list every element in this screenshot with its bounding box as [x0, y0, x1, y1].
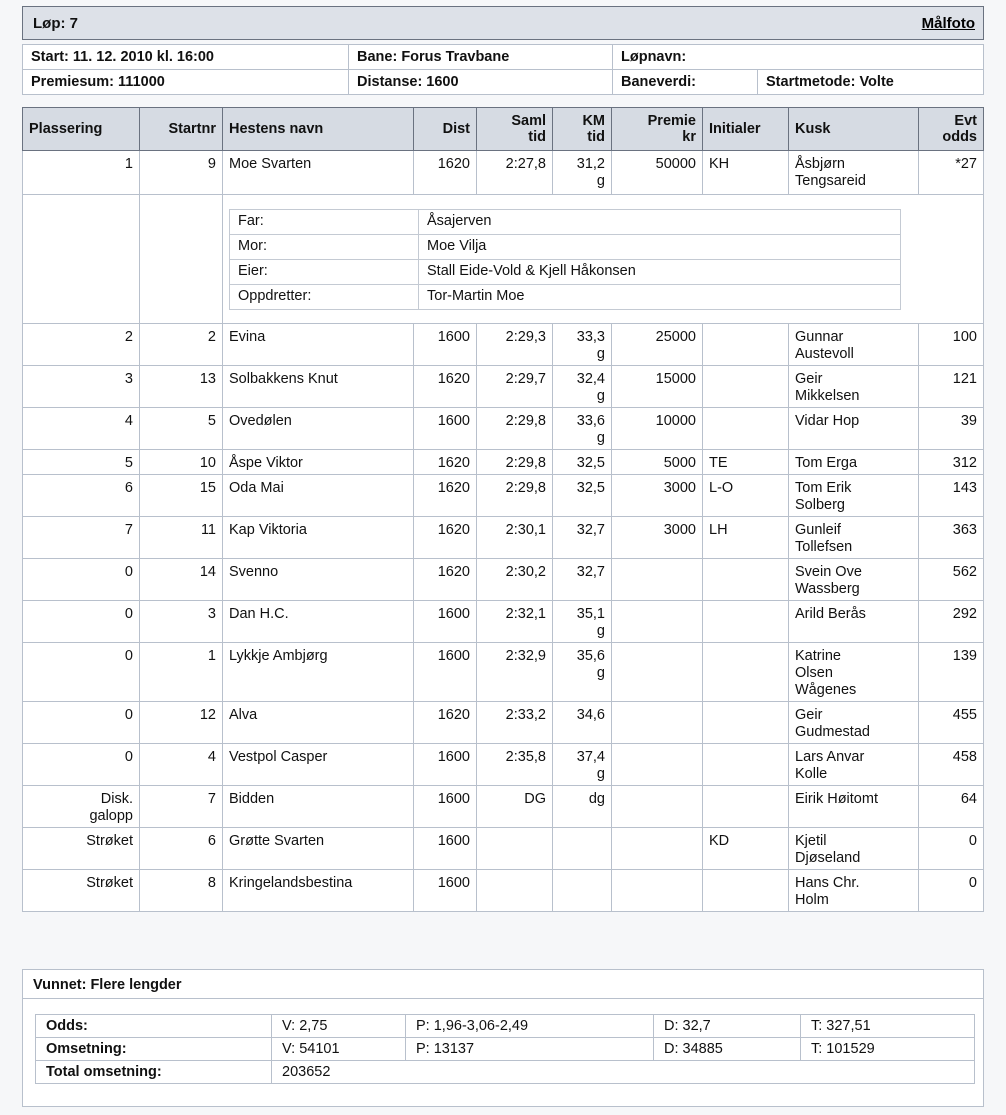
col-odds: Evt odds — [919, 108, 984, 151]
turnover-p: P: 13137 — [406, 1038, 654, 1061]
odds-d: D: 32,7 — [654, 1015, 801, 1038]
cell-horse: Solbakkens Knut — [223, 366, 414, 408]
sire-label: Far: — [230, 210, 419, 235]
cell-prize — [612, 601, 703, 643]
cell-time: 2:27,8 — [477, 151, 553, 195]
cell-odds: *27 — [919, 151, 984, 195]
cell-odds: 100 — [919, 324, 984, 366]
cell-km: 32,7 — [553, 559, 612, 601]
cell-horse: Svenno — [223, 559, 414, 601]
pedigree-row — [23, 195, 984, 324]
breeder-label: Oppdretter: — [230, 285, 419, 310]
col-startnr: Startnr — [140, 108, 223, 151]
cell-startnr: 3 — [140, 601, 223, 643]
cell-placing: 0 — [23, 643, 140, 702]
turnover-t: T: 101529 — [801, 1038, 975, 1061]
cell-placing: 0 — [23, 559, 140, 601]
cell-placing: 1 — [23, 151, 140, 195]
cell-dist: 1600 — [414, 324, 477, 366]
breeder-value: Tor-Martin Moe — [419, 285, 901, 310]
odds-label: Odds: — [36, 1015, 272, 1038]
cell-horse: Alva — [223, 702, 414, 744]
cell-startnr: 9 — [140, 151, 223, 195]
dam-label: Mor: — [230, 235, 419, 260]
cell-initials: KD — [703, 828, 789, 870]
cell-driver: Hans Chr. Holm — [789, 870, 919, 912]
cell-startnr: 4 — [140, 744, 223, 786]
cell-km: 37,4 g — [553, 744, 612, 786]
dam-value: Moe Vilja — [419, 235, 901, 260]
table-row — [23, 744, 984, 786]
race-title: Løp: 7 — [33, 15, 78, 32]
cell-driver: Gunnar Austevoll — [789, 324, 919, 366]
purse-info: Premiesum: 111000 — [23, 70, 349, 95]
cell-odds: 312 — [919, 450, 984, 475]
cell-placing: 0 — [23, 744, 140, 786]
cell-startnr: 14 — [140, 559, 223, 601]
cell-driver: Vidar Hop — [789, 408, 919, 450]
cell-driver: Eirik Høitomt — [789, 786, 919, 828]
cell-prize — [612, 702, 703, 744]
cell-dist: 1620 — [414, 450, 477, 475]
cell-driver: Geir Gudmestad — [789, 702, 919, 744]
cell-driver: Tom Erik Solberg — [789, 475, 919, 517]
sire-value: Åsajerven — [419, 210, 901, 235]
cell-odds: 0 — [919, 870, 984, 912]
cell-initials: TE — [703, 450, 789, 475]
cell-km: 33,6 g — [553, 408, 612, 450]
cell-startnr: 6 — [140, 828, 223, 870]
table-row — [23, 828, 984, 870]
cell-odds: 39 — [919, 408, 984, 450]
cell-prize: 25000 — [612, 324, 703, 366]
cell-km: dg — [553, 786, 612, 828]
cell-driver: Arild Berås — [789, 601, 919, 643]
cell-initials — [703, 702, 789, 744]
table-row — [23, 450, 984, 475]
cell-startnr: 10 — [140, 450, 223, 475]
table-row — [23, 151, 984, 195]
cell-placing: 5 — [23, 450, 140, 475]
cell-driver: Åsbjørn Tengsareid — [789, 151, 919, 195]
col-km-time: KM tid — [553, 108, 612, 151]
table-row — [23, 324, 984, 366]
cell-dist: 1600 — [414, 643, 477, 702]
cell-prize: 3000 — [612, 475, 703, 517]
cell-startnr: 1 — [140, 643, 223, 702]
col-horse: Hestens navn — [223, 108, 414, 151]
cell-horse: Dan H.C. — [223, 601, 414, 643]
cell-placing: 0 — [23, 702, 140, 744]
cell-prize: 3000 — [612, 517, 703, 559]
race-header — [22, 6, 984, 40]
cell-horse: Moe Svarten — [223, 151, 414, 195]
won-by: Vunnet: Flere lengder — [33, 977, 182, 993]
cell-driver: Geir Mikkelsen — [789, 366, 919, 408]
cell-time: 2:32,1 — [477, 601, 553, 643]
cell-km: 31,2 g — [553, 151, 612, 195]
cell-horse: Bidden — [223, 786, 414, 828]
cell-dist: 1600 — [414, 786, 477, 828]
cell-horse: Grøtte Svarten — [223, 828, 414, 870]
race-name-info: Løpnavn: — [613, 45, 984, 70]
cell-initials — [703, 786, 789, 828]
cell-dist: 1600 — [414, 870, 477, 912]
cell-prize: 15000 — [612, 366, 703, 408]
turnover-label: Omsetning: — [36, 1038, 272, 1061]
cell-time: 2:29,8 — [477, 450, 553, 475]
cell-km: 35,1 g — [553, 601, 612, 643]
table-row — [23, 559, 984, 601]
cell-km: 34,6 — [553, 702, 612, 744]
cell-placing: 2 — [23, 324, 140, 366]
col-driver: Kusk — [789, 108, 919, 151]
cell-time: 2:33,2 — [477, 702, 553, 744]
cell-time: 2:29,7 — [477, 366, 553, 408]
cell-prize — [612, 828, 703, 870]
cell-initials: L-O — [703, 475, 789, 517]
table-row — [23, 366, 984, 408]
cell-km — [553, 828, 612, 870]
cell-horse: Vestpol Casper — [223, 744, 414, 786]
results-table — [22, 107, 984, 912]
cell-horse: Kap Viktoria — [223, 517, 414, 559]
cell-initials — [703, 366, 789, 408]
cell-prize — [612, 786, 703, 828]
cell-prize: 10000 — [612, 408, 703, 450]
cell-placing: 4 — [23, 408, 140, 450]
cell-startnr: 11 — [140, 517, 223, 559]
results-header-row — [23, 108, 984, 151]
cell-startnr: 7 — [140, 786, 223, 828]
cell-odds: 121 — [919, 366, 984, 408]
cell-time: 2:29,8 — [477, 475, 553, 517]
track-info: Bane: Forus Travbane — [349, 45, 613, 70]
cell-km: 32,7 — [553, 517, 612, 559]
odds-p: P: 1,96-3,06-2,49 — [406, 1015, 654, 1038]
odds-table — [35, 1014, 975, 1084]
cell-dist: 1600 — [414, 744, 477, 786]
cell-km: 32,5 — [553, 475, 612, 517]
cell-dist: 1600 — [414, 601, 477, 643]
cell-driver: Svein Ove Wassberg — [789, 559, 919, 601]
col-prize: Premie kr — [612, 108, 703, 151]
table-row — [23, 601, 984, 643]
cell-startnr: 2 — [140, 324, 223, 366]
table-row — [23, 517, 984, 559]
track-value-info: Baneverdi: — [613, 70, 758, 95]
table-row — [23, 643, 984, 702]
cell-dist: 1600 — [414, 828, 477, 870]
cell-km: 35,6 g — [553, 643, 612, 702]
col-dist: Dist — [414, 108, 477, 151]
cell-initials — [703, 744, 789, 786]
cell-time: 2:32,9 — [477, 643, 553, 702]
cell-horse: Kringelandsbestina — [223, 870, 414, 912]
cell-prize — [612, 870, 703, 912]
cell-initials — [703, 324, 789, 366]
cell-odds: 292 — [919, 601, 984, 643]
owner-value: Stall Eide-Vold & Kjell Håkonsen — [419, 260, 901, 285]
cell-km: 32,4 g — [553, 366, 612, 408]
total-turnover-label: Total omsetning: — [36, 1061, 272, 1084]
cell-initials — [703, 408, 789, 450]
cell-placing: Disk. galopp — [23, 786, 140, 828]
odds-v: V: 2,75 — [272, 1015, 406, 1038]
cell-placing: 7 — [23, 517, 140, 559]
cell-prize: 5000 — [612, 450, 703, 475]
cell-time: 2:29,8 — [477, 408, 553, 450]
cell-odds: 139 — [919, 643, 984, 702]
cell-dist: 1600 — [414, 408, 477, 450]
cell-initials: KH — [703, 151, 789, 195]
cell-placing: 0 — [23, 601, 140, 643]
cell-time — [477, 828, 553, 870]
turnover-v: V: 54101 — [272, 1038, 406, 1061]
table-row — [23, 870, 984, 912]
table-row — [23, 475, 984, 517]
cell-time — [477, 870, 553, 912]
cell-horse: Ovedølen — [223, 408, 414, 450]
cell-initials — [703, 559, 789, 601]
race-info-table — [22, 44, 984, 95]
cell-time: 2:29,3 — [477, 324, 553, 366]
cell-startnr: 15 — [140, 475, 223, 517]
cell-prize — [612, 559, 703, 601]
cell-prize — [612, 744, 703, 786]
cell-startnr: 12 — [140, 702, 223, 744]
cell-dist: 1620 — [414, 475, 477, 517]
turnover-d: D: 34885 — [654, 1038, 801, 1061]
col-placing: Plassering — [23, 108, 140, 151]
cell-odds: 143 — [919, 475, 984, 517]
cell-dist: 1620 — [414, 151, 477, 195]
cell-dist: 1620 — [414, 559, 477, 601]
cell-time: 2:30,2 — [477, 559, 553, 601]
start-method-info: Startmetode: Volte — [758, 70, 984, 95]
cell-initials — [703, 870, 789, 912]
cell-odds: 64 — [919, 786, 984, 828]
cell-horse: Lykkje Ambjørg — [223, 643, 414, 702]
cell-initials — [703, 601, 789, 643]
cell-odds: 363 — [919, 517, 984, 559]
photo-finish-link[interactable]: Målfoto — [921, 15, 975, 32]
cell-startnr: 8 — [140, 870, 223, 912]
cell-km — [553, 870, 612, 912]
pedigree-table — [229, 209, 901, 310]
cell-km: 33,3 g — [553, 324, 612, 366]
cell-initials: LH — [703, 517, 789, 559]
start-info: Start: 11. 12. 2010 kl. 16:00 — [23, 45, 349, 70]
table-row — [23, 702, 984, 744]
cell-horse: Evina — [223, 324, 414, 366]
table-row — [23, 408, 984, 450]
cell-placing: Strøket — [23, 870, 140, 912]
cell-prize — [612, 643, 703, 702]
cell-odds: 562 — [919, 559, 984, 601]
cell-driver: Kjetil Djøseland — [789, 828, 919, 870]
cell-initials — [703, 643, 789, 702]
cell-time: DG — [477, 786, 553, 828]
cell-time: 2:30,1 — [477, 517, 553, 559]
cell-driver: Lars Anvar Kolle — [789, 744, 919, 786]
table-row — [23, 786, 984, 828]
cell-dist: 1620 — [414, 366, 477, 408]
cell-startnr: 13 — [140, 366, 223, 408]
cell-odds: 455 — [919, 702, 984, 744]
cell-placing: Strøket — [23, 828, 140, 870]
col-initials: Initialer — [703, 108, 789, 151]
cell-driver: Katrine Olsen Wågenes — [789, 643, 919, 702]
cell-placing: 6 — [23, 475, 140, 517]
cell-prize: 50000 — [612, 151, 703, 195]
cell-dist: 1620 — [414, 517, 477, 559]
cell-km: 32,5 — [553, 450, 612, 475]
cell-horse: Åspe Viktor — [223, 450, 414, 475]
cell-startnr: 5 — [140, 408, 223, 450]
race-summary — [22, 969, 984, 1107]
total-turnover-value: 203652 — [272, 1061, 975, 1084]
cell-driver: Gunleif Tollefsen — [789, 517, 919, 559]
distance-info: Distanse: 1600 — [349, 70, 613, 95]
cell-odds: 458 — [919, 744, 984, 786]
cell-placing: 3 — [23, 366, 140, 408]
cell-time: 2:35,8 — [477, 744, 553, 786]
cell-driver: Tom Erga — [789, 450, 919, 475]
odds-t: T: 327,51 — [801, 1015, 975, 1038]
col-total-time: Saml tid — [477, 108, 553, 151]
cell-horse: Oda Mai — [223, 475, 414, 517]
owner-label: Eier: — [230, 260, 419, 285]
cell-odds: 0 — [919, 828, 984, 870]
cell-dist: 1620 — [414, 702, 477, 744]
